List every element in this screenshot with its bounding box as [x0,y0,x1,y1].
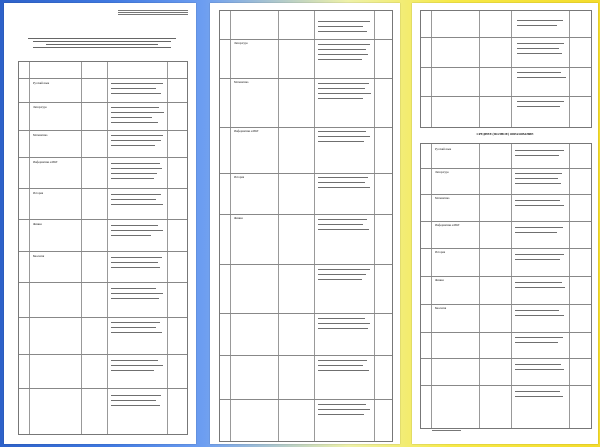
page-3-subject-7: Биология [435,307,447,310]
page-2-subject-1: Литература [234,42,248,45]
page-2-subject-2: Математика [234,81,249,84]
page-1-subject-5: История [33,192,44,195]
page-1-header-note [118,9,188,16]
page-3-subject-5: История [435,251,446,254]
page-3-subject-4: Информатика и ИКТ [435,224,460,227]
page-3-subject-2: Литература [435,171,449,174]
document-page-3 [412,3,598,444]
page-2-subject-5: Физика [234,217,243,220]
page-2-table [219,10,393,442]
page-1-subject-3: Математика [33,134,48,137]
page-3-footer-note [432,427,470,432]
page-3-subject-6: Физика [435,279,444,282]
document-page-2 [210,3,400,444]
page-1-subject-2: Литература [33,106,47,109]
page-3-top-table [420,10,592,128]
page-1-table [18,61,188,435]
page-1-subject-7: Биология [33,255,45,258]
page-1-subject-1: Русский язык [33,82,50,85]
page-3-subject-3: Математика [435,197,450,200]
page-2-subject-4: История [234,176,245,179]
page-3-subject-1: Русский язык [435,148,452,151]
page-2-subject-3: Информатика и ИКТ [234,130,259,133]
document-page-1 [4,3,196,444]
page-1-intro [22,36,182,50]
page-1-subject-4: Информатика и ИКТ [33,161,58,164]
page-3-section-title: СРЕДНЕЕ (ПОЛНОЕ) ОБРАЗОВАНИЕ [476,132,534,136]
page-1-subject-6: Физика [33,223,42,226]
page-3-table [420,143,592,429]
